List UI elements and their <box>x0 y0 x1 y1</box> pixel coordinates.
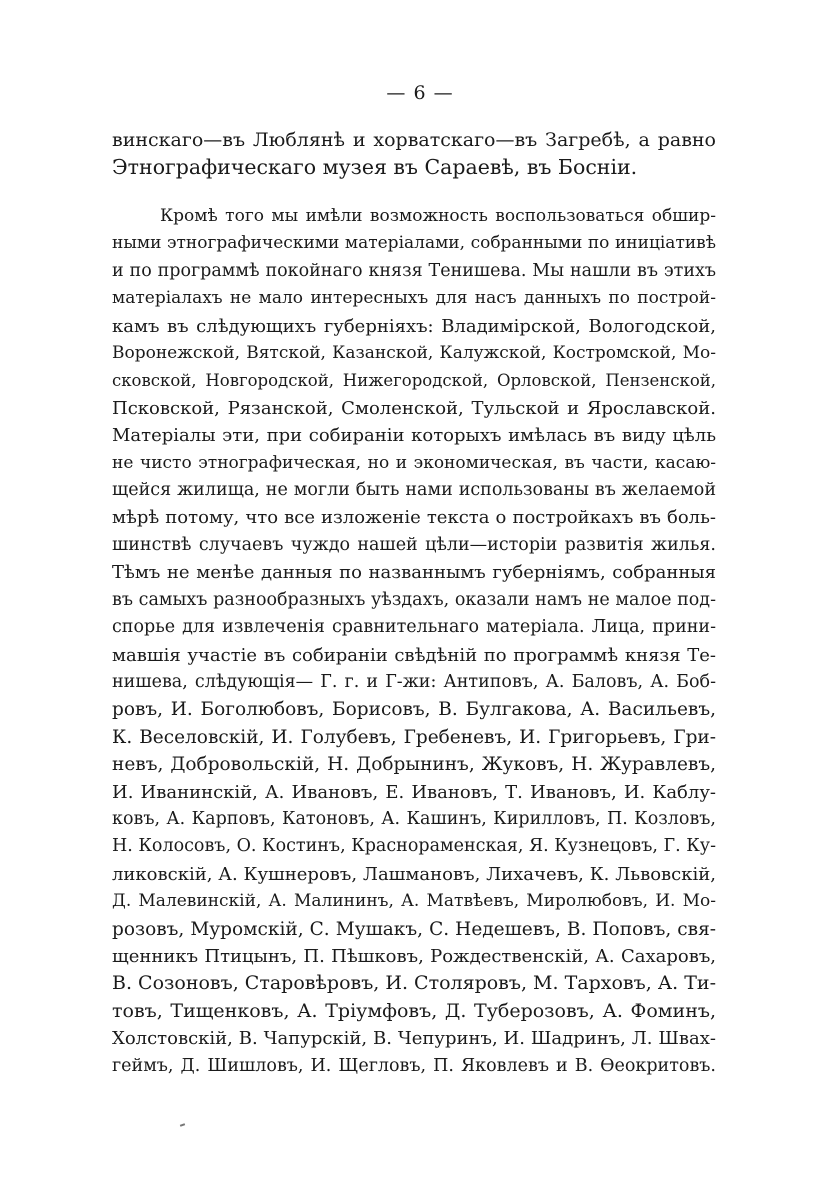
text-line: Матеріалы эти, при собираніи которыхъ имѣлась въ виду цѣль <box>112 425 716 447</box>
text-line: винскаго—въ Люблянѣ и хорватскаго—въ Загребѣ, а равно <box>112 129 716 151</box>
text-line: Д. Малевинскій, А. Малининъ, А. Матвѣевъ, Миролюбовъ, И. Мо- <box>112 891 716 912</box>
text-line: нишева, слѣдующія— Г. г. и Г-жи: Антиповъ, А. Баловъ, А. Боб- <box>112 671 716 692</box>
text-line: И. Иванинскій, А. Ивановъ, Е. Ивановъ, Т. Ивановъ, И. Каблу- <box>112 781 716 803</box>
text-line: въ самыхъ разнообразныхъ уѣздахъ, оказали намъ не малое под- <box>112 589 716 610</box>
scan-speck <box>180 1123 185 1127</box>
text-line: щенникъ Птицынъ, П. Пѣшковъ, Рождественскій, А. Сахаровъ, <box>112 945 716 967</box>
text-line: мѣрѣ потому, что все изложеніе текста о постройкахъ въ боль- <box>112 507 716 529</box>
text-line: Холстовскій, В. Чапурскій, В. Чепуринъ, И. Шадринъ, Л. Швах- <box>112 1028 716 1050</box>
text-line: К. Веселовскій, И. Голубевъ, Гребеневъ, И. Григорьевъ, Гри- <box>112 726 716 748</box>
text-line: не чисто этнографическая, но и экономическая, въ части, касаю- <box>112 452 716 473</box>
text-line: ликовскій, А. Кушнеровъ, Лашмановъ, Лихачевъ, К. Львовскій, <box>112 863 716 885</box>
text-line: геймъ, Д. Шишловъ, И. Щегловъ, П. Яковлевъ и В. Өеокритовъ. <box>112 1055 716 1076</box>
text-line: Тѣмъ не менѣе данныя по названнымъ губерніямъ, собранныя <box>112 562 716 584</box>
text-line: Кромѣ того мы имѣли возможность воспользоваться обшир- <box>160 206 716 226</box>
text-line: ными этнографическими матеріалами, собранными по иниціативѣ <box>112 233 716 254</box>
main-paragraph <box>112 203 716 1080</box>
text-line: сковской, Новгородской, Нижегородской, Орловской, Пензенской, <box>112 371 716 391</box>
text-line: розовъ, Муромскій, С. Мушакъ, С. Недешевъ, В. Поповъ, свя- <box>112 918 716 940</box>
text-line: товъ, Тищенковъ, А. Тріумфовъ, Д. Туберозовъ, А. Фоминъ, <box>112 999 716 1022</box>
text-line: мавшія участіе въ собираніи свѣдѣній по программѣ князя Те- <box>112 644 716 666</box>
text-line: щейся жилища, не могли быть нами использованы въ желаемой <box>112 480 716 501</box>
text-line: ровъ, И. Боголюбовъ, Борисовъ, В. Булгакова, А. Васильевъ, <box>112 699 716 721</box>
text-line: матеріалахъ не мало интересныхъ для насъ данныхъ по построй- <box>112 288 716 309</box>
text-line: и по программѣ покойнаго князя Тенишева. Мы нашли въ этихъ <box>112 260 716 281</box>
text-line: Н. Колосовъ, О. Костинъ, Краснораменская, Я. Кузнецовъ, Г. Ку- <box>112 836 717 857</box>
continuation-paragraph <box>112 127 716 182</box>
page-number: — 6 — <box>386 82 454 104</box>
text-line: ковъ, А. Карповъ, Катоновъ, А. Кашинъ, Кирилловъ, П. Козловъ, <box>112 808 716 829</box>
text-line: спорье для извлеченія сравнительнаго матеріала. Лица, прини- <box>112 617 716 638</box>
text-line: камъ въ слѣдующихъ губерніяхъ: Владимірской, Вологодской, <box>112 315 716 337</box>
text-line: невъ, Добровольскій, Н. Добрынинъ, Жуковъ, Н. Журавлевъ, <box>112 754 716 776</box>
text-line: шинствѣ случаевъ чуждо нашей цѣли—исторіи развитія жилья. <box>112 534 716 555</box>
text-line: Воронежской, Вятской, Казанской, Калужской, Костромской, Мо- <box>112 343 716 364</box>
text-line: Псковской, Рязанской, Смоленской, Тульской и Ярославской. <box>112 397 716 419</box>
text-line: В. Созоновъ, Старовѣровъ, И. Столяровъ, М. Тарховъ, А. Ти- <box>112 972 716 995</box>
text-line: Этнографическаго музея въ Сараевѣ, въ Босніи. <box>112 155 638 180</box>
